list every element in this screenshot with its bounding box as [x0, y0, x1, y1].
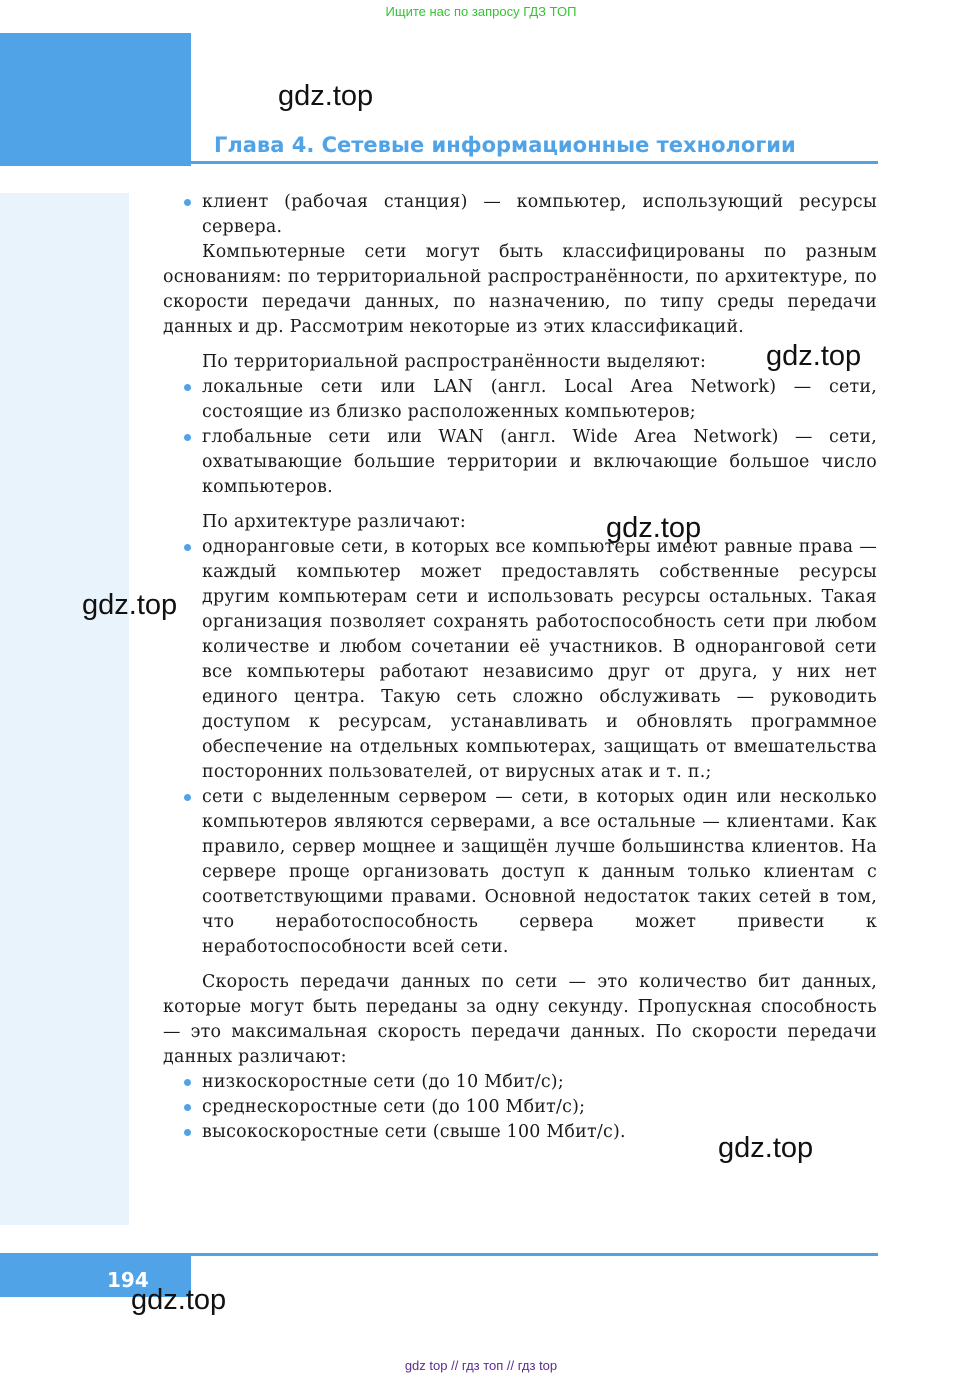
footer-rule	[191, 1253, 878, 1256]
architecture-list	[163, 535, 877, 960]
header-rule	[191, 161, 878, 164]
bullet-icon	[184, 1079, 191, 1086]
watermark: gdz.top	[718, 1132, 814, 1164]
paragraph: По территориальной распространённости выделяют:	[202, 352, 707, 372]
bullet-icon	[184, 1129, 191, 1136]
list-item: среднескоростные сети (до 100 Мбит/с);	[163, 1095, 877, 1120]
top-banner[interactable]: Ищите нас по запросу ГДЗ ТОП	[385, 4, 577, 19]
list-item: высокоскоростные сети (свыше 100 Мбит/с).	[163, 1120, 877, 1145]
bottom-links[interactable]: gdz top // гдз топ // гдз top	[404, 1358, 558, 1373]
side-margin-panel	[0, 193, 129, 1225]
paragraph: Компьютерные сети могут быть классифицированы по разным основаниям: по территориальной распространённости, по архитектуре, по скорости передачи данных, по назначению, по типу среды передачи данных и др. Рассмотрим некоторые из этих классификаций.	[163, 242, 877, 337]
list-item: клиент (рабочая станция) — компьютер, использующий ресурсы сервера.	[163, 190, 877, 240]
bullet-icon	[184, 384, 191, 391]
bullet-icon	[184, 544, 191, 551]
list-item: одноранговые сети, в которых все компьютеры имеют равные права — каждый компьютер может предоставлять собственные ресурсы другим компьютерам сети и использовать ресурсы остальных. Такая организация позволяет сохранять работоспособность сети при любом количестве и любом сочетании её участников. В одноранговой сети все компьютеры работают независимо друг от друга, у них нет единого центра. Такую сеть сложно обслуживать — руководить доступом к ресурсам, устанавливать и обновлять программное обеспечение на отдельных компьютерах, защищать от вмешательства посторонних пользователей, от вирусных атак и т. п.;	[163, 535, 877, 785]
page-number: 194	[107, 1268, 149, 1292]
watermark: gdz.top	[82, 589, 178, 621]
bullet-icon	[184, 1104, 191, 1111]
header-color-block	[0, 33, 191, 166]
chapter-title: Глава 4. Сетевые информационные технологии	[214, 133, 796, 157]
page-body	[163, 190, 877, 1145]
paragraph: По архитектуре различают:	[202, 512, 467, 532]
client-list	[163, 190, 877, 240]
list-item: локальные сети или LAN (англ. Local Area Network) — сети, состоящие из близко расположенных компьютеров;	[163, 375, 877, 425]
list-item: глобальные сети или WAN (англ. Wide Area Network) — сети, охватывающие большие территории и включающие большое число компьютеров.	[163, 425, 877, 500]
watermark: gdz.top	[606, 512, 702, 544]
list-item: низкоскоростные сети (до 10 Мбит/с);	[163, 1070, 877, 1095]
bullet-icon	[184, 434, 191, 441]
watermark: gdz.top	[278, 80, 374, 112]
territory-list	[163, 375, 877, 500]
bullet-icon	[184, 794, 191, 801]
watermark: gdz.top	[766, 340, 862, 372]
paragraph: Скорость передачи данных по сети — это количество бит данных, которые могут быть переданы за одну секунду. Пропускная способность — это максимальная скорость передачи данных. По скорости передачи данных различают:	[163, 972, 877, 1067]
list-item: сети с выделенным сервером — сети, в которых один или несколько компьютеров являются серверами, а все остальные — клиентами. Как правило, сервер мощнее и защищён лучше большинства клиентов. На сервере проще организовать доступ к данным только клиентам с соответствующими правами. Основной недостаток таких сетей в том, что неработоспособность сервера может привести к неработоспособности всей сети.	[163, 785, 877, 960]
watermark: gdz.top	[131, 1284, 227, 1316]
bullet-icon	[184, 199, 191, 206]
